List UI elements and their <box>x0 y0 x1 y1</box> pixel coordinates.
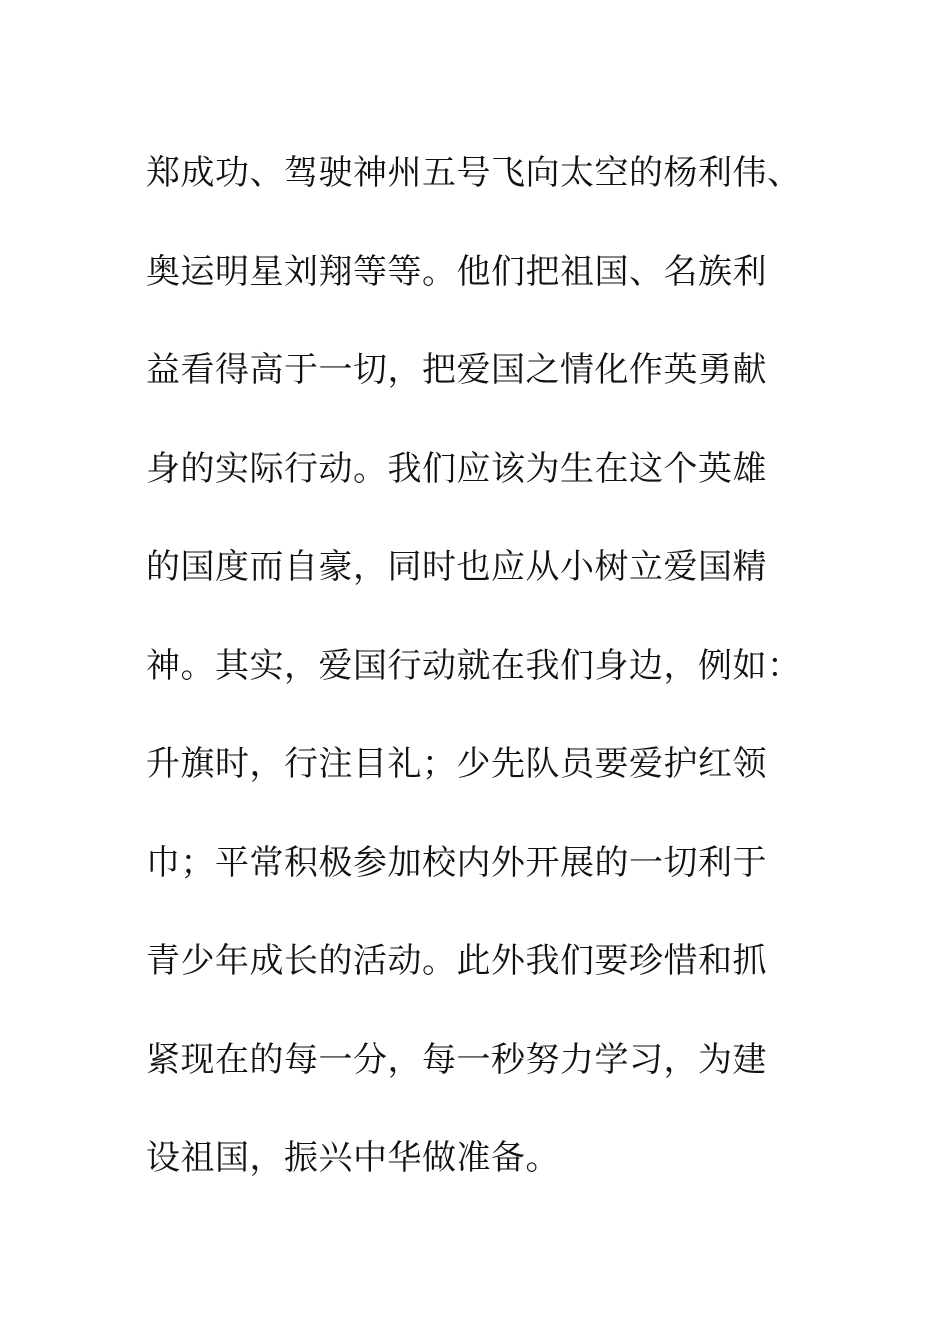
text-line-2: 奥运明星刘翔等等。他们把祖国、名族利 <box>146 251 767 292</box>
text-line-3: 益看得高于一切，把爱国之情化作英勇献 <box>146 350 767 390</box>
body-text <box>146 124 846 1208</box>
text-line-1: 郑成功、驾驶神州五号飞向太空的杨利伟、 <box>146 153 802 193</box>
text-line-5: 的国度而自豪，同时也应从小树立爱国精 <box>146 547 767 587</box>
text-line-11: 设祖国，振兴中华做准备。 <box>146 1138 560 1178</box>
text-line-9: 青少年成长的活动。此外我们要珍惜和抓 <box>146 941 767 981</box>
text-line-10: 紧现在的每一分，每一秒努力学习，为建 <box>146 1039 767 1080</box>
text-line-7: 升旗时，行注目礼；少先队员要爱护红领 <box>146 744 767 784</box>
text-line-8: 巾；平常积极参加校内外开展的一切利于 <box>146 842 767 883</box>
text-line-4: 身的实际行动。我们应该为生在这个英雄 <box>146 448 767 489</box>
text-line-6: 神。其实，爱国行动就在我们身边，例如： <box>146 645 802 686</box>
